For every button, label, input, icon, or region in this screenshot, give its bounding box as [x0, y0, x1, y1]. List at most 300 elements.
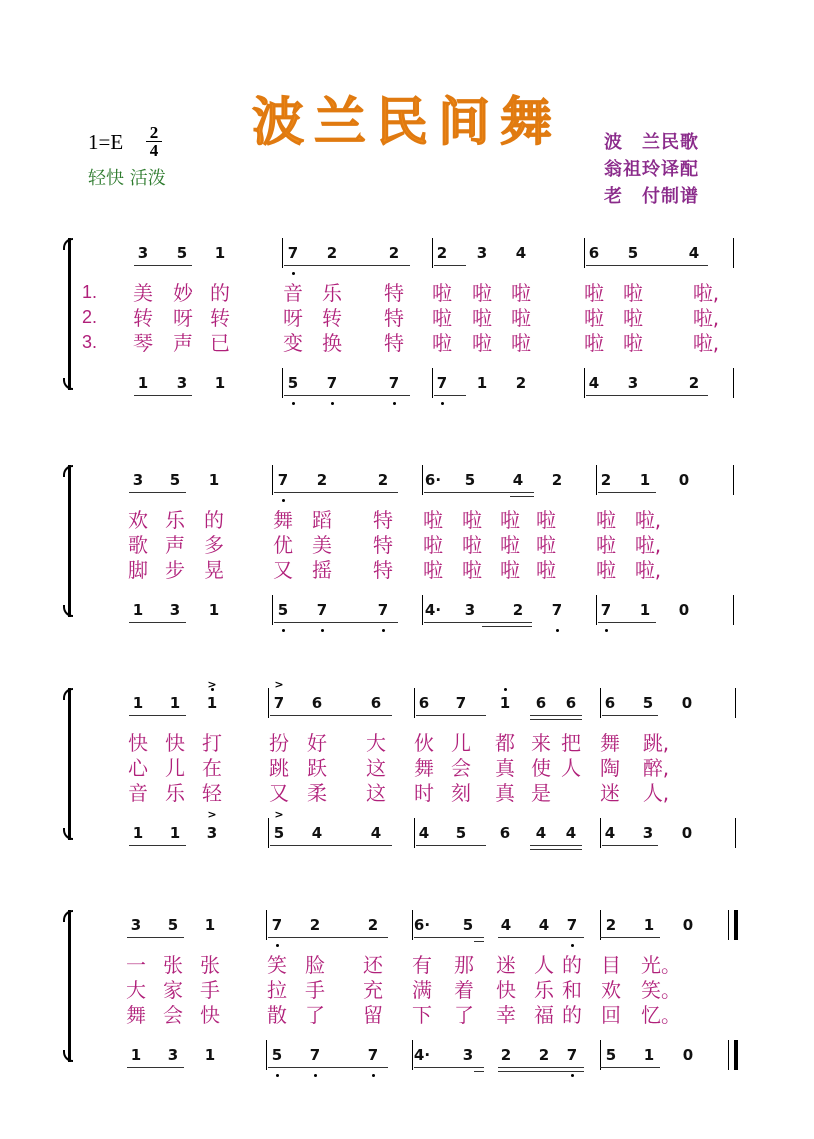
lyric-syllable: 歌 [128, 533, 148, 557]
lyric-syllable: 目 [601, 953, 621, 977]
lyric-syllable: 的 [210, 281, 230, 305]
lyric-syllable: 乐 [534, 978, 554, 1002]
lyric-syllable: 特 [384, 306, 404, 330]
lower-staff-octave-dot [282, 629, 285, 632]
lyric-syllable: 啦, [634, 558, 662, 582]
lyric-syllable: 优 [273, 533, 293, 557]
lyric-syllable: 转 [133, 306, 153, 330]
lyric-syllable: 蹈 [312, 508, 332, 532]
upper-staff-beam [284, 265, 410, 266]
lower-staff-note: 7 [566, 1046, 578, 1064]
lyric-syllable: 变 [283, 331, 303, 355]
lyric-syllable: 扮 [269, 731, 289, 755]
lyric-syllable: 啦 [596, 533, 616, 557]
lower-staff-beam [530, 849, 582, 850]
lyric-syllable: 啦 [596, 558, 616, 582]
lower-staff-beam [586, 395, 708, 396]
lower-staff-beam [530, 845, 582, 846]
barline [733, 238, 734, 268]
upper-staff-beam [127, 937, 184, 938]
lower-staff-note: 3 [627, 374, 639, 392]
lyric-syllable: 大 [366, 731, 386, 755]
lower-staff-note: 3 [176, 374, 188, 392]
lower-staff-note: 2 [515, 374, 527, 392]
lower-staff-note: 7 [326, 374, 338, 392]
upper-staff-note: 5 [167, 916, 179, 934]
lyric-syllable: 会 [451, 756, 471, 780]
upper-staff-note: 2 [377, 471, 389, 489]
upper-staff-note: 5 [642, 694, 654, 712]
lyric-syllable: 还 [363, 953, 383, 977]
lyric-syllable: 啦 [423, 558, 443, 582]
upper-staff-note: 1 [208, 471, 220, 489]
upper-staff-note: 3 [137, 244, 149, 262]
lyric-syllable: 啦 [511, 331, 531, 355]
lower-staff-beam [424, 622, 532, 623]
upper-staff-beam [424, 492, 534, 493]
lower-staff-beam [129, 845, 186, 846]
lyric-syllable: 脸 [305, 953, 325, 977]
lyric-syllable: 啦 [423, 533, 443, 557]
lyric-syllable: 福 [534, 1003, 554, 1027]
lyric-syllable: 快 [165, 731, 185, 755]
lower-staff-note: 1 [208, 601, 220, 619]
lyric-syllable: 伙 [414, 731, 434, 755]
final-barline [728, 1040, 738, 1070]
lower-staff-note: 1 [130, 1046, 142, 1064]
upper-staff-beam [586, 265, 708, 266]
lower-staff-octave-dot [292, 402, 295, 405]
upper-staff-note: 4 [515, 244, 527, 262]
upper-staff-note: 5 [462, 916, 474, 934]
upper-staff-note: 2 [326, 244, 338, 262]
lower-staff-octave-dot [276, 1074, 279, 1077]
upper-staff-note: 6 [565, 694, 577, 712]
upper-staff-note: 4 [538, 916, 550, 934]
lower-staff-octave-dot [372, 1074, 375, 1077]
lyric-syllable: 人 [561, 756, 581, 780]
upper-staff-note: 6 [370, 694, 382, 712]
lyric-syllable: 啦 [584, 331, 604, 355]
barline [735, 688, 736, 718]
lyric-syllable: 满 [412, 978, 432, 1002]
lyric-syllable: 啦 [432, 331, 452, 355]
lyric-syllable: 啦 [623, 281, 643, 305]
lyric-syllable: 摇 [312, 558, 332, 582]
lyric-syllable: 啦 [472, 331, 492, 355]
upper-staff-note: 4 [512, 471, 524, 489]
lower-staff-note: 3 [462, 1046, 474, 1064]
lyric-syllable: 啦, [692, 281, 720, 305]
lyric-syllable: 快 [496, 978, 516, 1002]
lyric-syllable: 充 [363, 978, 383, 1002]
upper-staff-beam [602, 715, 658, 716]
upper-staff-beam [274, 492, 398, 493]
lyric-syllable: 啦 [472, 306, 492, 330]
lower-staff-note: 4 [535, 824, 547, 842]
upper-staff-note: 5 [176, 244, 188, 262]
lyric-syllable: 着 [454, 978, 474, 1002]
lyric-syllable: 啦 [423, 508, 443, 532]
barline [733, 368, 734, 398]
lower-staff-note: 3 [464, 601, 476, 619]
upper-staff-note: 7 [455, 694, 467, 712]
lyric-syllable: 呀 [173, 306, 193, 330]
upper-staff-octave-dot [276, 944, 279, 947]
lyric-syllable: 光。 [641, 953, 681, 977]
lyric-syllable: 轻 [202, 781, 222, 805]
credit-origin: 波 兰民歌 [604, 132, 699, 153]
lyric-syllable: 乐 [165, 781, 185, 805]
upper-staff-beam [434, 265, 466, 266]
lower-staff-beam [414, 1067, 484, 1068]
lyric-syllable: 散 [267, 1003, 287, 1027]
lower-staff-beam [268, 1067, 388, 1068]
upper-staff-note: 1 [499, 694, 511, 712]
lyric-syllable: 美 [312, 533, 332, 557]
lower-staff-beam [498, 1071, 584, 1072]
lyric-syllable: 真 [495, 756, 515, 780]
upper-staff-note: 4 [688, 244, 700, 262]
lower-staff-note: 4 [418, 824, 430, 842]
lyric-syllable: 心 [128, 756, 148, 780]
upper-staff-beam [134, 265, 192, 266]
upper-staff-beam [530, 719, 582, 720]
lyric-syllable: 换 [322, 331, 342, 355]
upper-staff-note: 6 [418, 694, 430, 712]
lower-staff-note: 1 [137, 374, 149, 392]
lower-staff-note: 1 [476, 374, 488, 392]
upper-staff-beam [510, 496, 534, 497]
upper-staff-note: 7 [271, 916, 283, 934]
lyric-syllable: 啦, [692, 306, 720, 330]
upper-staff-beam [474, 941, 484, 942]
lyric-syllable: 啦 [472, 281, 492, 305]
lyric-syllable: 舞 [126, 1003, 146, 1027]
upper-staff-note: 1 [214, 244, 226, 262]
upper-staff-note: 6 [604, 694, 616, 712]
lyric-syllable: 张 [200, 953, 220, 977]
accent-mark: > [274, 678, 284, 691]
upper-staff-note: 7 [287, 244, 299, 262]
lower-staff-octave-dot [331, 402, 334, 405]
lyric-syllable: 已 [210, 331, 230, 355]
lyric-syllable: 啦 [500, 558, 520, 582]
upper-staff-note: 5 [627, 244, 639, 262]
upper-staff-note: 4 [500, 916, 512, 934]
lyric-syllable: 人 [534, 953, 554, 977]
lower-staff-note: 5 [605, 1046, 617, 1064]
lyric-syllable: 笑 [267, 953, 287, 977]
verse-number: 3. [82, 332, 98, 352]
lyric-syllable: 欢 [128, 508, 148, 532]
lyric-syllable: 音 [283, 281, 303, 305]
lower-staff-note: 1 [214, 374, 226, 392]
upper-staff-beam [598, 492, 656, 493]
lyric-syllable: 舞 [273, 508, 293, 532]
upper-staff-note: 6· [424, 471, 442, 489]
upper-staff-beam [129, 715, 186, 716]
lyric-syllable: 啦 [511, 281, 531, 305]
lyric-syllable: 儿 [451, 731, 471, 755]
lyric-syllable: 家 [163, 978, 183, 1002]
upper-staff-note: 2 [436, 244, 448, 262]
lyric-syllable: 啦, [634, 508, 662, 532]
accent-mark: > [207, 808, 217, 821]
lyric-syllable: 下 [412, 1003, 432, 1027]
lower-staff-note: 7 [367, 1046, 379, 1064]
lyric-syllable: 好 [307, 731, 327, 755]
lyric-syllable: 跃 [307, 756, 327, 780]
lyric-syllable: 特 [373, 508, 393, 532]
lower-staff-note: 4 [311, 824, 323, 842]
lyric-syllable: 啦, [634, 533, 662, 557]
lyric-syllable: 多 [204, 533, 224, 557]
key-signature: 1=E [88, 130, 124, 154]
upper-staff-note: 6 [535, 694, 547, 712]
lyric-syllable: 啦 [462, 508, 482, 532]
lower-staff-note: 1 [169, 824, 181, 842]
lower-staff-note: 4 [565, 824, 577, 842]
barline [733, 465, 734, 495]
lyric-syllable: 的 [204, 508, 224, 532]
upper-staff-note: 6 [311, 694, 323, 712]
lyric-syllable: 特 [384, 281, 404, 305]
lyric-syllable: 陶 [600, 756, 620, 780]
lyric-syllable: 跳, [642, 731, 670, 755]
lyric-syllable: 乐 [322, 281, 342, 305]
lower-staff-note: 7 [600, 601, 612, 619]
lower-staff-note: 6 [499, 824, 511, 842]
lower-staff-beam [274, 622, 398, 623]
lyric-syllable: 啦 [511, 306, 531, 330]
upper-staff-note: 1 [204, 916, 216, 934]
lyric-syllable: 会 [163, 1003, 183, 1027]
lyric-syllable: 啦 [584, 306, 604, 330]
lower-staff-note: 1 [132, 601, 144, 619]
lyric-syllable: 留 [363, 1003, 383, 1027]
lyric-syllable: 打 [202, 731, 222, 755]
time-denominator: 4 [149, 141, 159, 160]
lower-staff-beam [434, 395, 466, 396]
lyric-syllable: 琴 [133, 331, 153, 355]
lower-staff-beam [482, 626, 532, 627]
upper-staff-note: 2 [551, 471, 563, 489]
lower-staff-octave-dot [605, 629, 608, 632]
upper-staff-note: 5 [169, 471, 181, 489]
lyric-syllable: 手 [200, 978, 220, 1002]
upper-staff-note: 2 [316, 471, 328, 489]
lower-staff-note: 3 [167, 1046, 179, 1064]
lyric-syllable: 啦 [536, 533, 556, 557]
lower-staff-beam [416, 845, 486, 846]
lower-staff-octave-dot [571, 1074, 574, 1077]
system-brace [68, 465, 77, 617]
lower-staff-note: 5 [287, 374, 299, 392]
upper-staff-beam [498, 937, 584, 938]
lower-staff-octave-dot [556, 629, 559, 632]
lyric-syllable: 幸 [496, 1003, 516, 1027]
upper-staff-note: 3 [476, 244, 488, 262]
lyric-syllable: 快 [128, 731, 148, 755]
lyric-syllable: 儿 [165, 756, 185, 780]
lower-staff-octave-dot [393, 402, 396, 405]
upper-staff-note: 7 [277, 471, 289, 489]
upper-staff-note: 7 [566, 916, 578, 934]
lyric-syllable: 啦 [500, 533, 520, 557]
lower-staff-note: 4 [588, 374, 600, 392]
lyric-syllable: 啦 [623, 306, 643, 330]
lyric-syllable: 这 [366, 756, 386, 780]
lyric-syllable: 来 [531, 731, 551, 755]
lower-staff-octave-dot [314, 1074, 317, 1077]
lyric-syllable: 迷 [600, 781, 620, 805]
lyric-syllable: 啦 [432, 281, 452, 305]
accent-mark: > [207, 678, 217, 691]
barline [735, 818, 736, 848]
upper-staff-note: 1 [206, 694, 218, 712]
upper-staff-note: 3 [132, 471, 144, 489]
time-numerator: 2 [146, 124, 162, 142]
lyric-syllable: 了 [305, 1003, 325, 1027]
upper-staff-note: 5 [464, 471, 476, 489]
lower-staff-note: 1 [643, 1046, 655, 1064]
lyric-syllable: 大 [126, 978, 146, 1002]
lyric-syllable: 都 [495, 731, 515, 755]
lyric-syllable: 又 [273, 558, 293, 582]
lyric-syllable: 的 [562, 953, 582, 977]
upper-staff-note: 2 [309, 916, 321, 934]
upper-staff-note: 3 [130, 916, 142, 934]
lyric-syllable: 啦 [536, 508, 556, 532]
lower-staff-beam [134, 395, 192, 396]
tempo-marking: 轻快 活泼 [88, 168, 166, 189]
lyric-syllable: 那 [454, 953, 474, 977]
upper-staff-note: 0 [682, 916, 694, 934]
verse-number: 1. [82, 282, 98, 302]
lyric-syllable: 音 [128, 781, 148, 805]
lyric-syllable: 笑。 [641, 978, 681, 1002]
lyric-syllable: 欢 [601, 978, 621, 1002]
lower-staff-note: 0 [678, 601, 690, 619]
lyric-syllable: 刻 [451, 781, 471, 805]
lower-staff-beam [600, 1067, 660, 1068]
upper-staff-beam [270, 715, 392, 716]
upper-staff-octave-dot [292, 272, 295, 275]
lower-staff-note: 3 [169, 601, 181, 619]
upper-staff-note: 7 [273, 694, 285, 712]
upper-staff-note: 2 [388, 244, 400, 262]
upper-staff-note: 0 [678, 471, 690, 489]
upper-staff-octave-dot [571, 944, 574, 947]
lower-staff-note: 4 [370, 824, 382, 842]
lower-staff-note: 0 [682, 1046, 694, 1064]
lyric-syllable: 声 [165, 533, 185, 557]
upper-staff-note: 0 [681, 694, 693, 712]
lyric-syllable: 转 [322, 306, 342, 330]
lower-staff-note: 0 [681, 824, 693, 842]
lyric-syllable: 又 [269, 781, 289, 805]
lyric-syllable: 啦 [536, 558, 556, 582]
lyric-syllable: 啦 [584, 281, 604, 305]
upper-staff-beam [129, 492, 186, 493]
upper-staff-beam [416, 715, 486, 716]
upper-staff-note: 1 [639, 471, 651, 489]
upper-staff-octave-dot [504, 688, 507, 691]
lyric-syllable: 了 [454, 1003, 474, 1027]
lyric-syllable: 回 [601, 1003, 621, 1027]
lyric-syllable: 特 [384, 331, 404, 355]
lower-staff-octave-dot [321, 629, 324, 632]
lower-staff-beam [498, 1067, 584, 1068]
lyric-syllable: 手 [305, 978, 325, 1002]
lower-staff-note: 1 [639, 601, 651, 619]
credit-translator: 翁祖玲译配 [604, 159, 699, 180]
upper-staff-beam [414, 937, 484, 938]
lyric-syllable: 特 [373, 558, 393, 582]
lyric-syllable: 忆。 [641, 1003, 681, 1027]
lower-staff-note: 5 [271, 1046, 283, 1064]
lyric-syllable: 啦 [462, 558, 482, 582]
lower-staff-beam [127, 1067, 184, 1068]
lyric-syllable: 声 [173, 331, 193, 355]
lyric-syllable: 啦 [623, 331, 643, 355]
lyric-syllable: 步 [165, 558, 185, 582]
lyric-syllable: 舞 [414, 756, 434, 780]
lower-staff-note: 7 [377, 601, 389, 619]
lyric-syllable: 啦 [462, 533, 482, 557]
lyric-syllable: 舞 [600, 731, 620, 755]
lower-staff-note: 5 [277, 601, 289, 619]
lyric-syllable: 有 [412, 953, 432, 977]
lyric-syllable: 一 [126, 953, 146, 977]
upper-staff-beam [268, 937, 388, 938]
lyric-syllable: 迷 [496, 953, 516, 977]
lyric-syllable: 的 [562, 1003, 582, 1027]
accent-mark: > [274, 808, 284, 821]
lyric-syllable: 时 [414, 781, 434, 805]
lyric-syllable: 是 [531, 781, 551, 805]
lyric-syllable: 在 [202, 756, 222, 780]
lower-staff-note: 4· [424, 601, 442, 619]
lower-staff-note: 5 [273, 824, 285, 842]
lower-staff-note: 7 [309, 1046, 321, 1064]
lower-staff-note: 2 [688, 374, 700, 392]
lower-staff-beam [129, 622, 186, 623]
lyric-syllable: 特 [373, 533, 393, 557]
lower-staff-note: 2 [538, 1046, 550, 1064]
lyric-syllable: 这 [366, 781, 386, 805]
lower-staff-note: 7 [388, 374, 400, 392]
upper-staff-note: 1 [643, 916, 655, 934]
verse-number: 2. [82, 307, 98, 327]
system-brace [68, 688, 77, 840]
lyric-syllable: 和 [562, 978, 582, 1002]
lower-staff-note: 7 [316, 601, 328, 619]
lower-staff-note: 3 [206, 824, 218, 842]
lyric-syllable: 把 [561, 731, 581, 755]
upper-staff-octave-dot [282, 499, 285, 502]
system-brace [68, 910, 77, 1062]
lower-staff-beam [474, 1071, 484, 1072]
upper-staff-note: 2 [605, 916, 617, 934]
upper-staff-note: 1 [169, 694, 181, 712]
lower-staff-note: 7 [551, 601, 563, 619]
lyric-syllable: 人, [642, 781, 670, 805]
final-barline [728, 910, 738, 940]
lyric-syllable: 乐 [165, 508, 185, 532]
lyric-syllable: 转 [210, 306, 230, 330]
